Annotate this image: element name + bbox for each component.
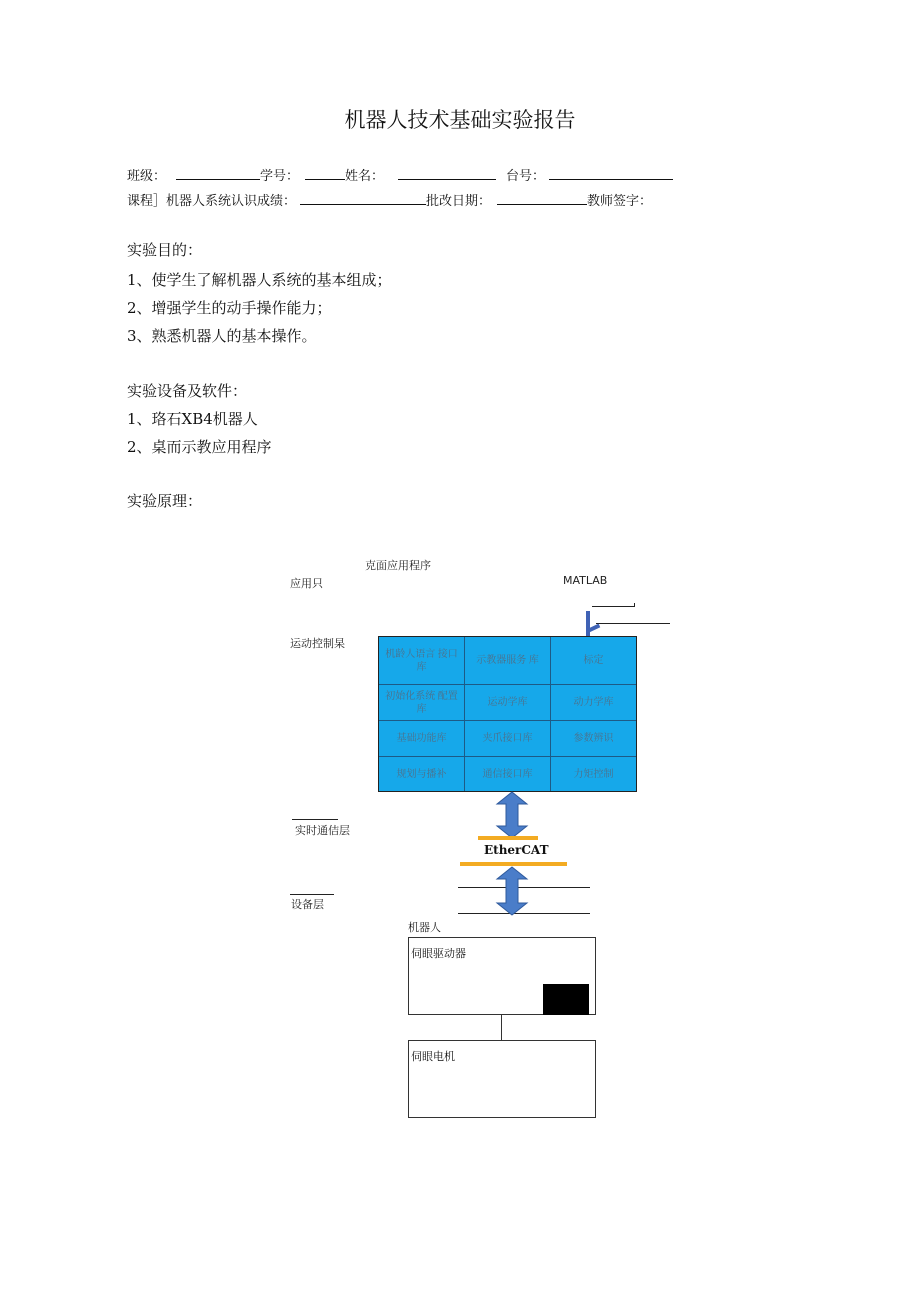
matlab-line-tick — [634, 603, 635, 607]
device-layer-line — [290, 894, 334, 895]
page-title: 机器人技术基础实验报告 — [344, 108, 576, 132]
connector-bar — [586, 611, 590, 637]
course-label: 课程］机器人系统认识成绩： — [127, 194, 297, 209]
station-blank[interactable] — [549, 165, 673, 180]
date-label: 批改日期： — [426, 194, 492, 209]
driver-motor-connector — [501, 1015, 502, 1040]
servo-driver-label: 伺眼驱动器 — [411, 947, 466, 960]
library-cell: 机龄人语言 接口库 — [379, 637, 465, 685]
comm-layer-line — [292, 819, 338, 820]
servo-driver-box — [408, 937, 596, 1015]
purpose-item: 3、熟悉机器人的基本操作。 — [127, 327, 317, 345]
motion-layer-label: 运动控制杲 — [290, 637, 345, 650]
bus-bar-upper — [478, 836, 538, 840]
double-arrow-upper — [495, 791, 529, 839]
comm-layer-label: 实时通佶层 — [295, 824, 350, 837]
servo-motor-box — [408, 1040, 596, 1118]
library-cell: 夹爪接口库 — [465, 721, 551, 757]
library-cell: 运动学库 — [465, 685, 551, 721]
class-label: 班级： — [127, 169, 167, 184]
equipment-item: 2、桌而示教应用程序 — [127, 438, 272, 456]
robot-label: 机器人 — [408, 921, 441, 934]
student-id-blank[interactable] — [305, 165, 345, 180]
double-arrow-lower — [495, 866, 529, 916]
library-cell: 初始化系统 配置库 — [379, 685, 465, 721]
grade-blank[interactable] — [300, 190, 426, 205]
library-cell: 示教器服务 库 — [465, 637, 551, 685]
station-label: 台号： — [506, 169, 546, 184]
info-line-2 — [127, 190, 652, 209]
library-cell: 通信接口库 — [465, 757, 551, 791]
library-grid — [378, 636, 637, 792]
app-layer-label: 应用只 — [290, 577, 323, 590]
purpose-heading: 实验目的： — [127, 241, 203, 259]
matlab-line-bottom — [596, 623, 670, 624]
class-blank[interactable] — [176, 165, 260, 180]
library-cell: 基础功能库 — [379, 721, 465, 757]
teacher-label: 教师签字： — [587, 194, 653, 209]
purpose-item: 1、使学生了解机器人系统的基本组成； — [127, 271, 392, 289]
equipment-heading: 实验设备及软件： — [127, 382, 248, 400]
purpose-item: 2、增强学生的动手操作能力； — [127, 299, 332, 317]
principle-heading: 实验原理： — [127, 492, 203, 510]
matlab-line-top — [592, 606, 635, 607]
driver-block — [543, 984, 589, 1015]
library-cell: 力矩控制 — [573, 768, 614, 780]
equipment-item: 1、珞石XB4机器人 — [127, 410, 258, 428]
name-blank[interactable] — [398, 165, 496, 180]
library-cell: 参数辨识 — [551, 721, 636, 757]
servo-motor-label: 伺眼电机 — [411, 1050, 455, 1063]
library-cell: 规划与播补 — [379, 757, 465, 791]
info-line-1 — [127, 165, 673, 184]
library-cell: 标定 — [551, 637, 636, 685]
student-id-label: 学号： — [260, 169, 300, 184]
matlab-label: MATLAB — [563, 574, 608, 587]
ethercat-label: EtherCAT — [484, 843, 549, 857]
app-top-label: 克面应用程序 — [365, 559, 431, 572]
name-label: 姓名： — [345, 169, 385, 184]
library-cell: 动力学库 — [551, 685, 636, 721]
device-layer-label: 设备层 — [291, 898, 324, 911]
date-blank[interactable] — [497, 190, 587, 205]
